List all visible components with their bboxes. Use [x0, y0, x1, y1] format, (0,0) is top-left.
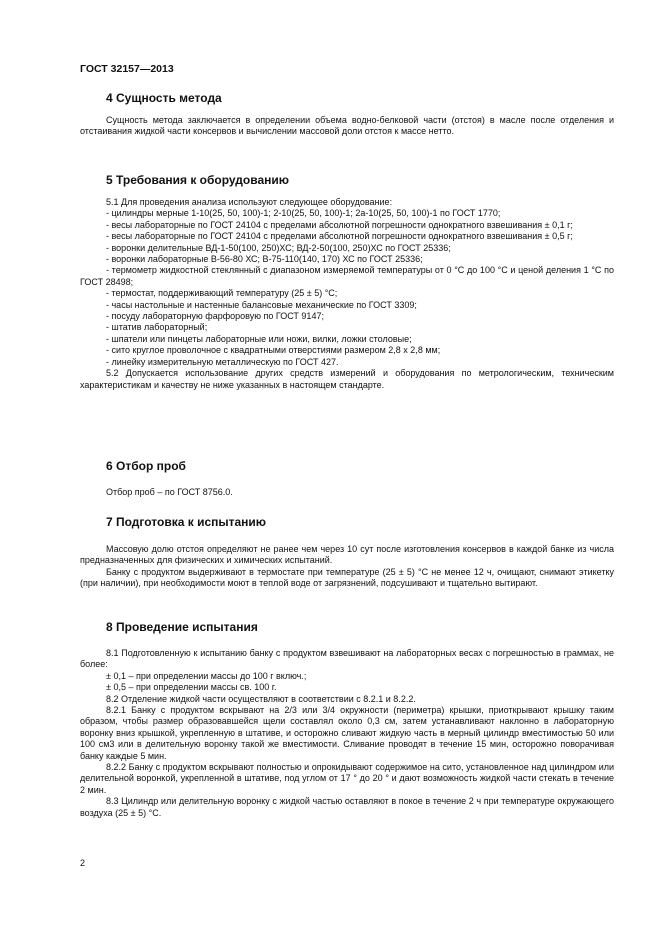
- tolerance-1: ± 0,1 – при определении массы до 100 г включ.;: [106, 670, 307, 681]
- section-8-2-2: 8.2.2 Банку с продуктом вскрывают полностью и опрокидывают содержимое на сито, установленное над цилиндром или делительной воронкой, укрепленной в штативе, под углом от 17 ° до 20 ° и дают возможность жидкой части стекать в течение 2 мин.: [80, 762, 614, 795]
- equipment-item: - штатив лабораторный;: [106, 322, 208, 333]
- section-8-body: [80, 648, 614, 819]
- section-8-1: 8.1 Подготовленную к испытанию банку с продуктом взвешивают на лабораторных весах с погрешностью в граммах, не более:: [80, 648, 614, 670]
- equipment-item: - цилиндры мерные 1-10(25, 50, 100)-1; 2-10(25, 50, 100)-1; 2а-10(25, 50, 100)-1 по ГОСТ 1770;: [106, 208, 501, 219]
- equipment-item: - термостат, поддерживающий температуру (25 ± 5) °С;: [106, 288, 338, 299]
- equipment-item: - линейку измерительную металлическую по ГОСТ 427.: [106, 356, 339, 367]
- document-header: ГОСТ 32157—2013: [80, 63, 174, 75]
- section-7-p2: Банку с продуктом выдерживают в термостате при температуре (25 ± 5) °С не менее 12 ч, очищают, снимают этикетку (при наличии), при необходимости моют в теплой воде от загрязнений, подсушивают и тщательно вытирают.: [80, 566, 614, 589]
- equipment-item: - шпатели или пинцеты лабораторные или ножи, вилки, ложки столовые;: [106, 333, 412, 344]
- section-5-title: 5 Требования к оборудованию: [106, 173, 289, 187]
- section-6-title: 6 Отбор проб: [106, 459, 186, 473]
- section-7-title: 7 Подготовка к испытанию: [106, 515, 267, 529]
- equipment-item: - термометр жидкостной стеклянный с диапазоном измеряемой температуры от 0 °С до 100 °С и ценой деления 1 °С по ГОСТ 28498;: [80, 265, 614, 287]
- section-6-text: Отбор проб – по ГОСТ 8756.0.: [106, 487, 233, 497]
- section-5-2: 5.2 Допускается использование других средств измерений и оборудования по метрологическим, техническим характеристикам и качеству не ниже указанных в настоящем стандарте.: [80, 368, 614, 390]
- equipment-item: - посуду лабораторную фарфоровую по ГОСТ 9147;: [106, 311, 324, 322]
- section-8-2: 8.2 Отделение жидкой части осуществляют в соответствии с 8.2.1 и 8.2.2.: [106, 693, 416, 704]
- equipment-item: - часы настольные и настенные балансовые механические по ГОСТ 3309;: [106, 299, 417, 310]
- tolerance-2: ± 0,5 – при определении массы св. 100 г.: [106, 682, 277, 693]
- equipment-item: - воронки лабораторные В-56-80 ХС; В-75-110(140, 170) ХС по ГОСТ 25336;: [106, 254, 423, 265]
- section-8-2-1: 8.2.1 Банку с продуктом вскрывают на 2/3 или 3/4 окружности (периметра) крышки, приоткрывают крышку таким образом, чтобы размер образовавшейся щели составлял около 0,3 см, затем устанавливают наклонно в лабораторную воронку вниз крышкой, укрепленную в штативе, и осторожно сливают жидкую часть в мерный цилиндр вместимостью 50 или 100 см3 или в делительную воронку такой же вместимости. Сливание проводят в течение 15 мин, осторожно поворачивая банку каждые 5 мин.: [80, 705, 614, 761]
- section-8-title: 8 Проведение испытания: [106, 620, 258, 634]
- equipment-item: - воронки делительные ВД-1-50(100, 250)ХС; ВД-2-50(100, 250)ХС по ГОСТ 25336;: [106, 242, 451, 253]
- page-number: 2: [80, 858, 86, 868]
- section-5-intro: 5.1 Для проведения анализа используют следующее оборудование:: [106, 197, 393, 207]
- section-8-3: 8.3 Цилиндр или делительную воронку с жидкой частью оставляют в покое в течение 2 ч при температуре окружающего воздуха (25 ± 5) °С.: [80, 796, 614, 818]
- section-4-text: Сущность метода заключается в определении объема водно-белковой части (отстоя) в масле после отделения и отстаивания жидкой части консервов и вычислении массовой доли отстоя к массе нетто.: [80, 115, 614, 137]
- equipment-item: - весы лабораторные по ГОСТ 24104 с пределами абсолютной погрешности однократного взвешивания ± 0,1 г;: [106, 219, 573, 230]
- section-5-body: [80, 197, 614, 391]
- section-7-body: [80, 544, 614, 590]
- equipment-item: - сито круглое проволочное с квадратными отверстиями размером 2,8 х 2,8 мм;: [106, 345, 441, 356]
- section-4-title: 4 Сущность метода: [106, 91, 222, 105]
- equipment-item: - весы лабораторные по ГОСТ 24104 с пределами абсолютной погрешности однократного взвешивания ± 0,5 г;: [106, 231, 573, 242]
- equipment-list: [80, 208, 614, 368]
- section-7-p1: Массовую долю отстоя определяют не ранее чем через 10 сут после изготовления консервов в каждой банке из числа предназначенных для физических и химических испытаний.: [80, 544, 614, 566]
